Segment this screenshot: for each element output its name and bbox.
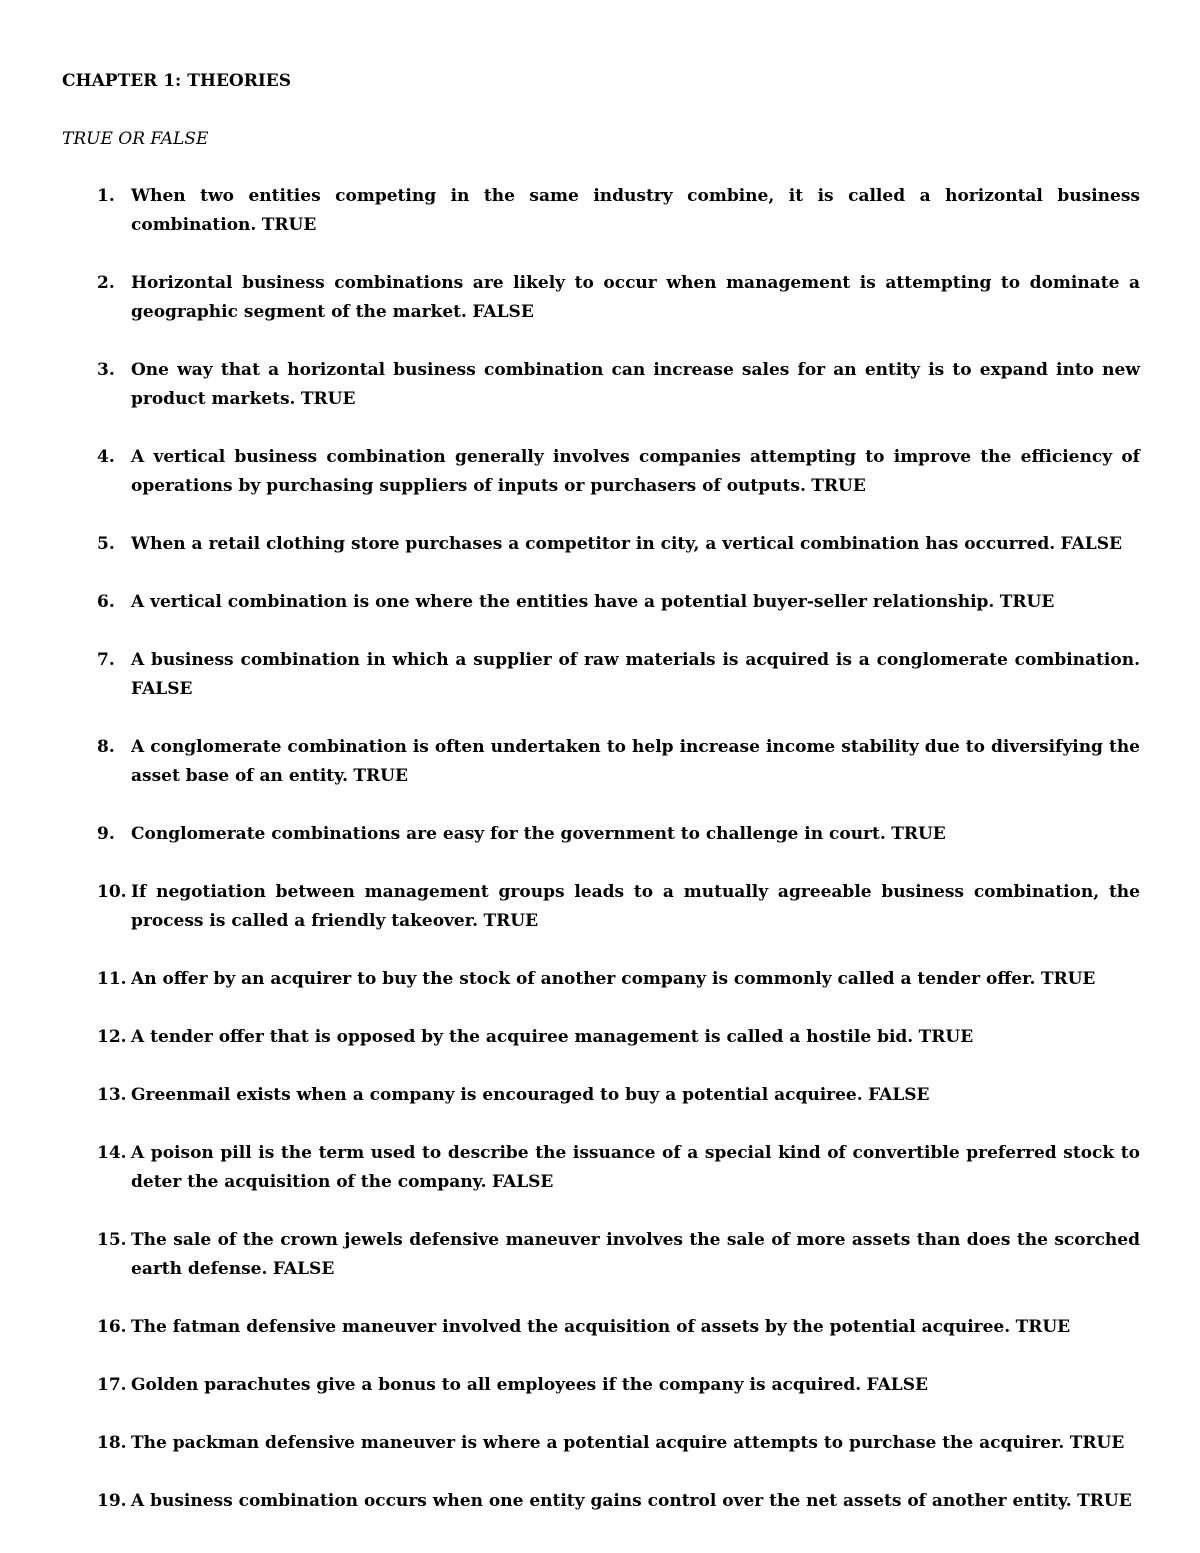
question-text: An offer by an acquirer to buy the stock of another company is commonly called a tender offer.: [131, 969, 1036, 989]
question-answer: TRUE: [1069, 1433, 1125, 1453]
question-answer: TRUE: [918, 1027, 974, 1047]
question-number: 12.: [97, 1027, 127, 1047]
question-item: [62, 1139, 1140, 1197]
question-item: [62, 1429, 1140, 1458]
chapter-title: CHAPTER 1: THEORIES: [62, 71, 292, 91]
question-number: 15.: [97, 1230, 127, 1250]
question-answer: TRUE: [1040, 969, 1096, 989]
question-answer: FALSE: [1060, 534, 1122, 554]
question-answer: FALSE: [472, 302, 534, 322]
question-number: 8.: [97, 737, 115, 757]
question-number: 14.: [97, 1143, 127, 1163]
question-number: 13.: [97, 1085, 127, 1105]
question-text: The fatman defensive maneuver involved the acquisition of assets by the potential acquiree.: [131, 1317, 1011, 1337]
question-text: If negotiation between management groups leads to a mutually agreeable business combination, the process is called a friendly takeover.: [131, 882, 1140, 931]
question-answer: TRUE: [811, 476, 866, 496]
question-answer: TRUE: [483, 911, 539, 931]
question-answer: TRUE: [353, 766, 408, 786]
question-number: 16.: [97, 1317, 127, 1337]
question-answer: FALSE: [272, 1259, 335, 1279]
question-text: One way that a horizontal business combination can increase sales for an entity is to expand into new product markets.: [131, 360, 1140, 409]
question-answer: FALSE: [131, 679, 193, 699]
question-answer: TRUE: [261, 215, 317, 235]
question-item: [62, 269, 1140, 327]
question-item: [62, 1371, 1140, 1400]
question-number: 4.: [97, 447, 115, 467]
section-label: TRUE OR FALSE: [62, 129, 209, 149]
question-item: [62, 1081, 1140, 1110]
question-text: Horizontal business combinations are likely to occur when management is attempting to dominate a geographic segment of the market.: [131, 273, 1140, 322]
question-number: 11.: [97, 969, 127, 989]
question-number: 2.: [97, 273, 115, 293]
question-answer: FALSE: [868, 1085, 930, 1105]
question-answer: TRUE: [300, 389, 356, 409]
question-number: 10.: [97, 882, 127, 902]
question-list: [62, 182, 1140, 1516]
question-text: Golden parachutes give a bonus to all employees if the company is acquired.: [131, 1375, 862, 1395]
question-text: A poison pill is the term used to describe the issuance of a special kind of convertible preferred stock to deter the acquisition of the company.: [131, 1143, 1140, 1192]
question-item: [62, 443, 1140, 501]
question-text: A vertical combination is one where the entities have a potential buyer-seller relationship.: [131, 592, 995, 612]
question-number: 6.: [97, 592, 115, 612]
question-item: [62, 820, 1140, 849]
question-text: A business combination in which a supplier of raw materials is acquired is a conglomerate combination.: [131, 650, 1140, 670]
question-item: [62, 733, 1140, 791]
question-item: [62, 1487, 1140, 1516]
question-item: [62, 1226, 1140, 1284]
question-answer: FALSE: [491, 1172, 554, 1192]
question-item: [62, 182, 1140, 240]
question-answer: TRUE: [891, 824, 946, 844]
question-item: [62, 646, 1140, 704]
question-text: Greenmail exists when a company is encouraged to buy a potential acquiree.: [131, 1085, 863, 1105]
question-item: [62, 356, 1140, 414]
question-number: 17.: [97, 1375, 127, 1395]
question-text: The packman defensive maneuver is where a potential acquire attempts to purchase the acquirer.: [131, 1433, 1065, 1453]
question-number: 19.: [97, 1491, 127, 1511]
question-text: A business combination occurs when one entity gains control over the net assets of another entity.: [131, 1491, 1072, 1511]
question-number: 3.: [97, 360, 115, 380]
question-item: [62, 965, 1140, 994]
question-answer: TRUE: [1077, 1491, 1132, 1511]
question-answer: TRUE: [1015, 1317, 1071, 1337]
question-number: 18.: [97, 1433, 127, 1453]
question-answer: FALSE: [866, 1375, 928, 1395]
question-text: Conglomerate combinations are easy for the government to challenge in court.: [131, 824, 886, 844]
question-item: [62, 588, 1140, 617]
question-text: A vertical business combination generally involves companies attempting to improve the efficiency of operations by purchasing suppliers of inputs or purchasers of outputs.: [131, 447, 1140, 496]
question-item: [62, 530, 1140, 559]
document-page: [62, 66, 1140, 1545]
question-text: The sale of the crown jewels defensive maneuver involves the sale of more assets than does the scorched earth defense.: [131, 1230, 1140, 1279]
question-text: A tender offer that is opposed by the acquiree management is called a hostile bid.: [131, 1027, 914, 1047]
question-text: When two entities competing in the same industry combine, it is called a horizontal business combination.: [131, 186, 1140, 235]
question-text: When a retail clothing store purchases a competitor in city, a vertical combination has occurred.: [131, 534, 1056, 554]
question-number: 9.: [97, 824, 115, 844]
question-item: [62, 1023, 1140, 1052]
question-number: 1.: [97, 186, 115, 206]
question-number: 5.: [97, 534, 115, 554]
question-number: 7.: [97, 650, 115, 670]
question-item: [62, 1313, 1140, 1342]
question-text: A conglomerate combination is often undertaken to help increase income stability due to diversifying the asset base of an entity.: [131, 737, 1140, 786]
question-answer: TRUE: [999, 592, 1055, 612]
question-item: [62, 878, 1140, 936]
